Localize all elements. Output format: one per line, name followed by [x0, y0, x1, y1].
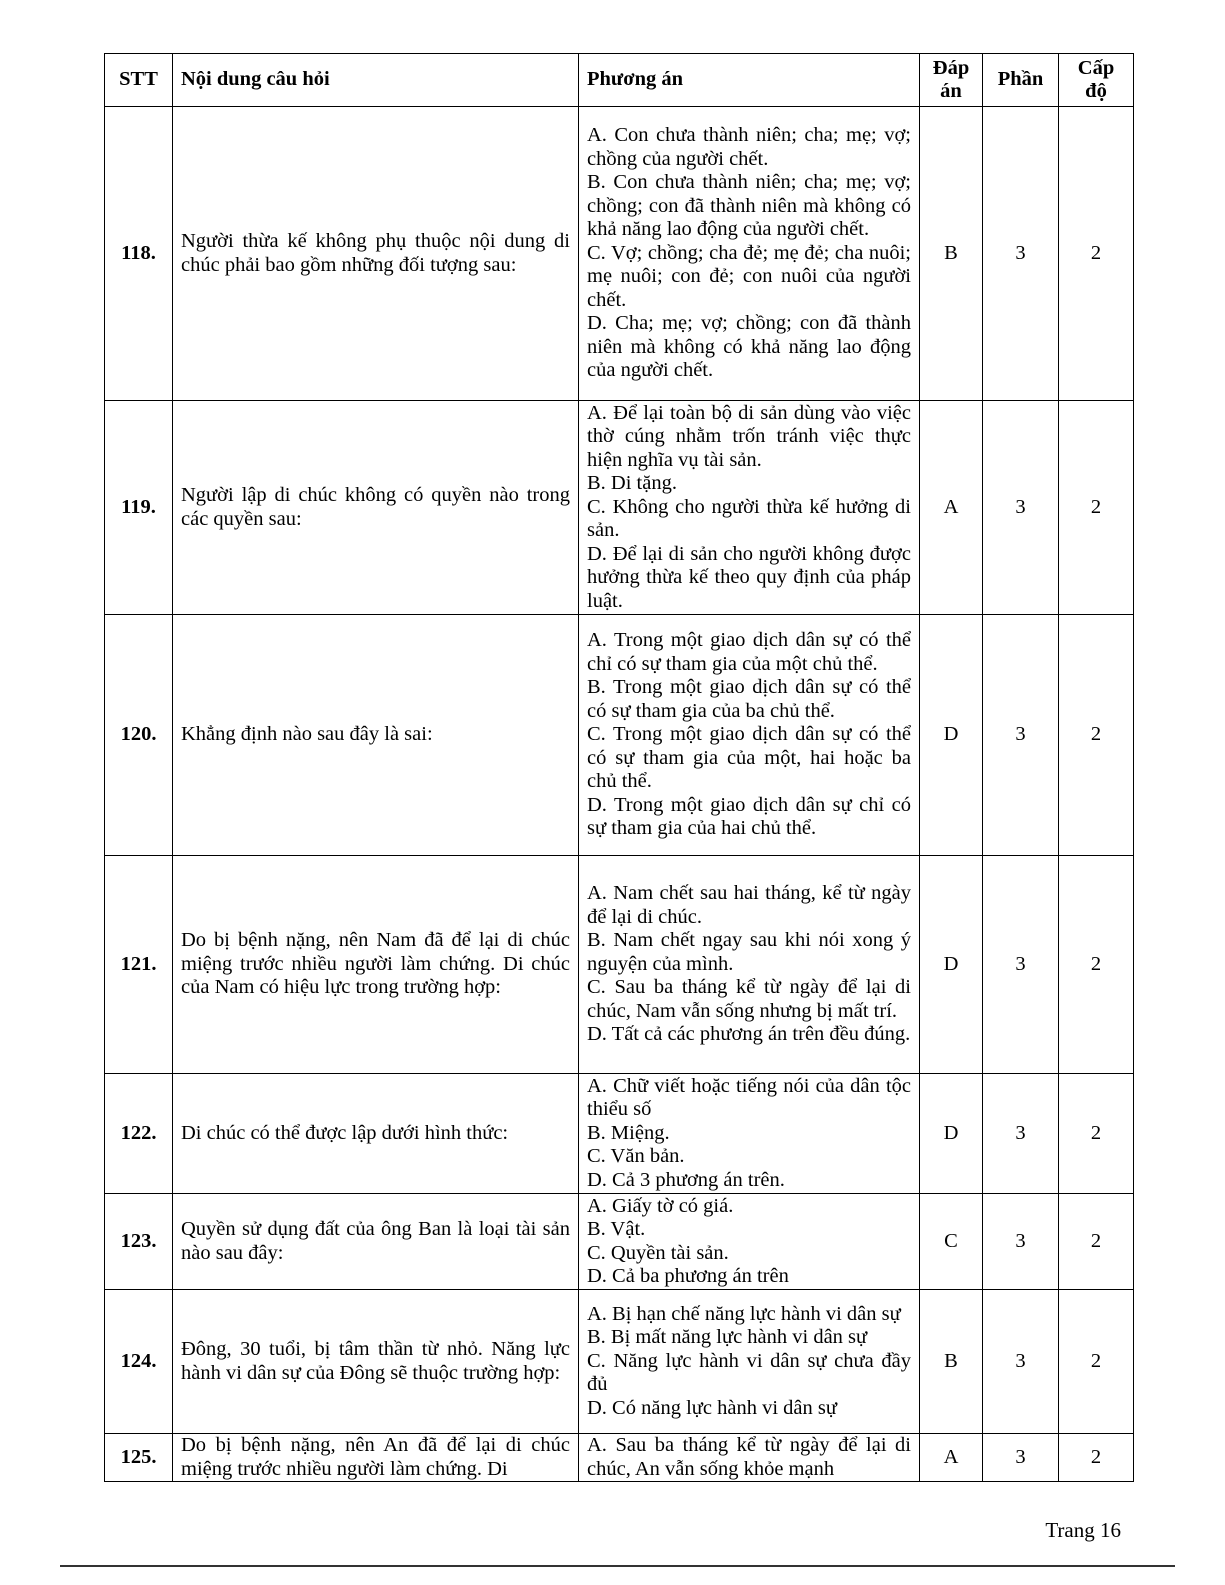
row-options — [579, 1434, 920, 1482]
header-answer-line1: Đáp — [932, 56, 970, 79]
bottom-divider — [60, 1565, 1175, 1567]
row-level: 2 — [1059, 401, 1134, 615]
row-stt: 121. — [105, 856, 173, 1074]
header-level — [1059, 54, 1134, 107]
row-question: Di chúc có thể được lập dưới hình thức: — [173, 1074, 579, 1194]
row-stt: 123. — [105, 1194, 173, 1290]
option-d: D. Cha; mẹ; vợ; chồng; con đã thành niên mà không có khả năng lao động của người chết. — [587, 312, 911, 382]
header-level-line2: độ — [1085, 80, 1107, 102]
row-question: Khẳng định nào sau đây là sai: — [173, 615, 579, 856]
table-row — [105, 615, 1134, 856]
option-a: A. Chữ viết hoặc tiếng nói của dân tộc thiểu số — [587, 1074, 911, 1121]
row-options — [579, 1074, 920, 1194]
row-part: 3 — [983, 1074, 1059, 1194]
header-stt: STT — [105, 54, 173, 107]
row-level: 2 — [1059, 856, 1134, 1074]
header-options: Phương án — [579, 54, 920, 107]
option-d: D. Tất cả các phương án trên đều đúng. — [587, 1023, 911, 1046]
row-options — [579, 856, 920, 1074]
option-a: A. Con chưa thành niên; cha; mẹ; vợ; chồng của người chết. — [587, 124, 911, 170]
option-a: A. Trong một giao dịch dân sự có thể chỉ có sự tham gia của một chủ thể. — [587, 629, 911, 675]
row-stt: 122. — [105, 1074, 173, 1194]
option-c: C. Sau ba tháng kể từ ngày để lại di chúc, Nam vẫn sống nhưng bị mất trí. — [587, 976, 911, 1022]
option-c: C. Năng lực hành vi dân sự chưa đầy đủ — [587, 1349, 911, 1396]
option-d: D. Trong một giao dịch dân sự chỉ có sự tham gia của hai chủ thể. — [587, 793, 911, 840]
row-question: Do bị bệnh nặng, nên Nam đã để lại di chúc miệng trước nhiều người làm chứng. Di chúc của Nam có hiệu lực trong trường hợp: — [173, 856, 579, 1074]
row-part: 3 — [983, 615, 1059, 856]
option-c: C. Trong một giao dịch dân sự có thể có sự tham gia của một, hai hoặc ba chủ thể. — [587, 723, 911, 793]
row-answer: C — [920, 1194, 983, 1290]
option-c: C. Không cho người thừa kế hưởng di sản. — [587, 495, 911, 542]
header-part: Phần — [983, 54, 1059, 107]
row-part: 3 — [983, 1434, 1059, 1482]
option-d: D. Để lại di sản cho người không được hưởng thừa kế theo quy định của pháp luật. — [587, 542, 911, 612]
row-answer: A — [920, 401, 983, 615]
page-number: Trang 16 — [1045, 1518, 1121, 1542]
row-stt: 125. — [105, 1434, 173, 1482]
option-a: A. Bị hạn chế năng lực hành vi dân sự — [587, 1302, 901, 1325]
row-level: 2 — [1059, 615, 1134, 856]
header-row — [105, 54, 1134, 107]
header-question: Nội dung câu hỏi — [173, 54, 579, 107]
question-table — [104, 53, 1134, 1482]
option-a: A. Để lại toàn bộ di sản dùng vào việc thờ cúng nhằm trốn tránh việc thực hiện nghĩa vụ tài sản. — [587, 401, 911, 471]
row-options — [579, 107, 920, 401]
table-row — [105, 1194, 1134, 1290]
row-level: 2 — [1059, 1434, 1134, 1482]
row-level: 2 — [1059, 1290, 1134, 1434]
option-b: B. Trong một giao dịch dân sự có thể có sự tham gia của ba chủ thể. — [587, 676, 911, 722]
row-stt: 124. — [105, 1290, 173, 1434]
option-a: A. Nam chết sau hai tháng, kể từ ngày để lại di chúc. — [587, 882, 911, 928]
option-b: B. Di tặng. — [587, 472, 677, 495]
row-question: Người lập di chúc không có quyền nào trong các quyền sau: — [173, 401, 579, 615]
table-row — [105, 107, 1134, 401]
row-question: Đông, 30 tuổi, bị tâm thần từ nhỏ. Năng lực hành vi dân sự của Đông sẽ thuộc trường hợp: — [173, 1290, 579, 1434]
table-row — [105, 1290, 1134, 1434]
row-answer: A — [920, 1434, 983, 1482]
option-c: C. Vợ; chồng; cha đẻ; mẹ đẻ; cha nuôi; mẹ nuôi; con đẻ; con nuôi của người chết. — [587, 241, 911, 311]
table-row — [105, 856, 1134, 1074]
row-answer: D — [920, 856, 983, 1074]
row-question: Người thừa kế không phụ thuộc nội dung di chúc phải bao gồm những đối tượng sau: — [173, 107, 579, 401]
row-stt: 120. — [105, 615, 173, 856]
table-row — [105, 1434, 1134, 1482]
row-part: 3 — [983, 1194, 1059, 1290]
option-d: D. Cả ba phương án trên — [587, 1265, 789, 1287]
option-b: B. Nam chết ngay sau khi nói xong ý nguyện của mình. — [587, 929, 911, 975]
row-options — [579, 1290, 920, 1434]
row-options — [579, 615, 920, 856]
row-part: 3 — [983, 856, 1059, 1074]
row-level: 2 — [1059, 1074, 1134, 1194]
row-level: 2 — [1059, 107, 1134, 401]
option-d: D. Có năng lực hành vi dân sự — [587, 1396, 837, 1419]
row-part: 3 — [983, 1290, 1059, 1434]
row-stt: 118. — [105, 107, 173, 401]
option-c: C. Văn bản. — [587, 1145, 685, 1168]
row-stt: 119. — [105, 401, 173, 615]
option-b: B. Con chưa thành niên; cha; mẹ; vợ; chồng; con đã thành niên mà không có khả năng lao động của người chết. — [587, 171, 911, 241]
row-options — [579, 401, 920, 615]
row-part: 3 — [983, 401, 1059, 615]
row-answer: D — [920, 1074, 983, 1194]
row-level: 2 — [1059, 1194, 1134, 1290]
option-c: C. Quyền tài sản. — [587, 1241, 729, 1264]
option-a: A. Giấy tờ có giá. — [587, 1194, 734, 1217]
option-b: B. Bị mất năng lực hành vi dân sự — [587, 1326, 868, 1349]
row-question: Quyền sử dụng đất của ông Ban là loại tài sản nào sau đây: — [173, 1194, 579, 1290]
option-d: D. Cả 3 phương án trên. — [587, 1168, 785, 1191]
row-options — [579, 1194, 920, 1290]
row-part: 3 — [983, 107, 1059, 401]
header-level-line1: Cấp — [1077, 56, 1115, 79]
option-b: B. Miệng. — [587, 1121, 670, 1144]
option-b: B. Vật. — [587, 1218, 646, 1240]
row-question: Do bị bệnh nặng, nên An đã để lại di chúc miệng trước nhiều người làm chứng. Di — [173, 1434, 579, 1482]
header-answer — [920, 54, 983, 107]
table-row — [105, 1074, 1134, 1194]
row-answer: B — [920, 1290, 983, 1434]
table-row — [105, 401, 1134, 615]
row-answer: B — [920, 107, 983, 401]
option-a: A. Sau ba tháng kể từ ngày để lại di chúc, An vẫn sống khỏe mạnh — [587, 1434, 911, 1480]
row-answer: D — [920, 615, 983, 856]
header-answer-line2: án — [940, 80, 962, 102]
